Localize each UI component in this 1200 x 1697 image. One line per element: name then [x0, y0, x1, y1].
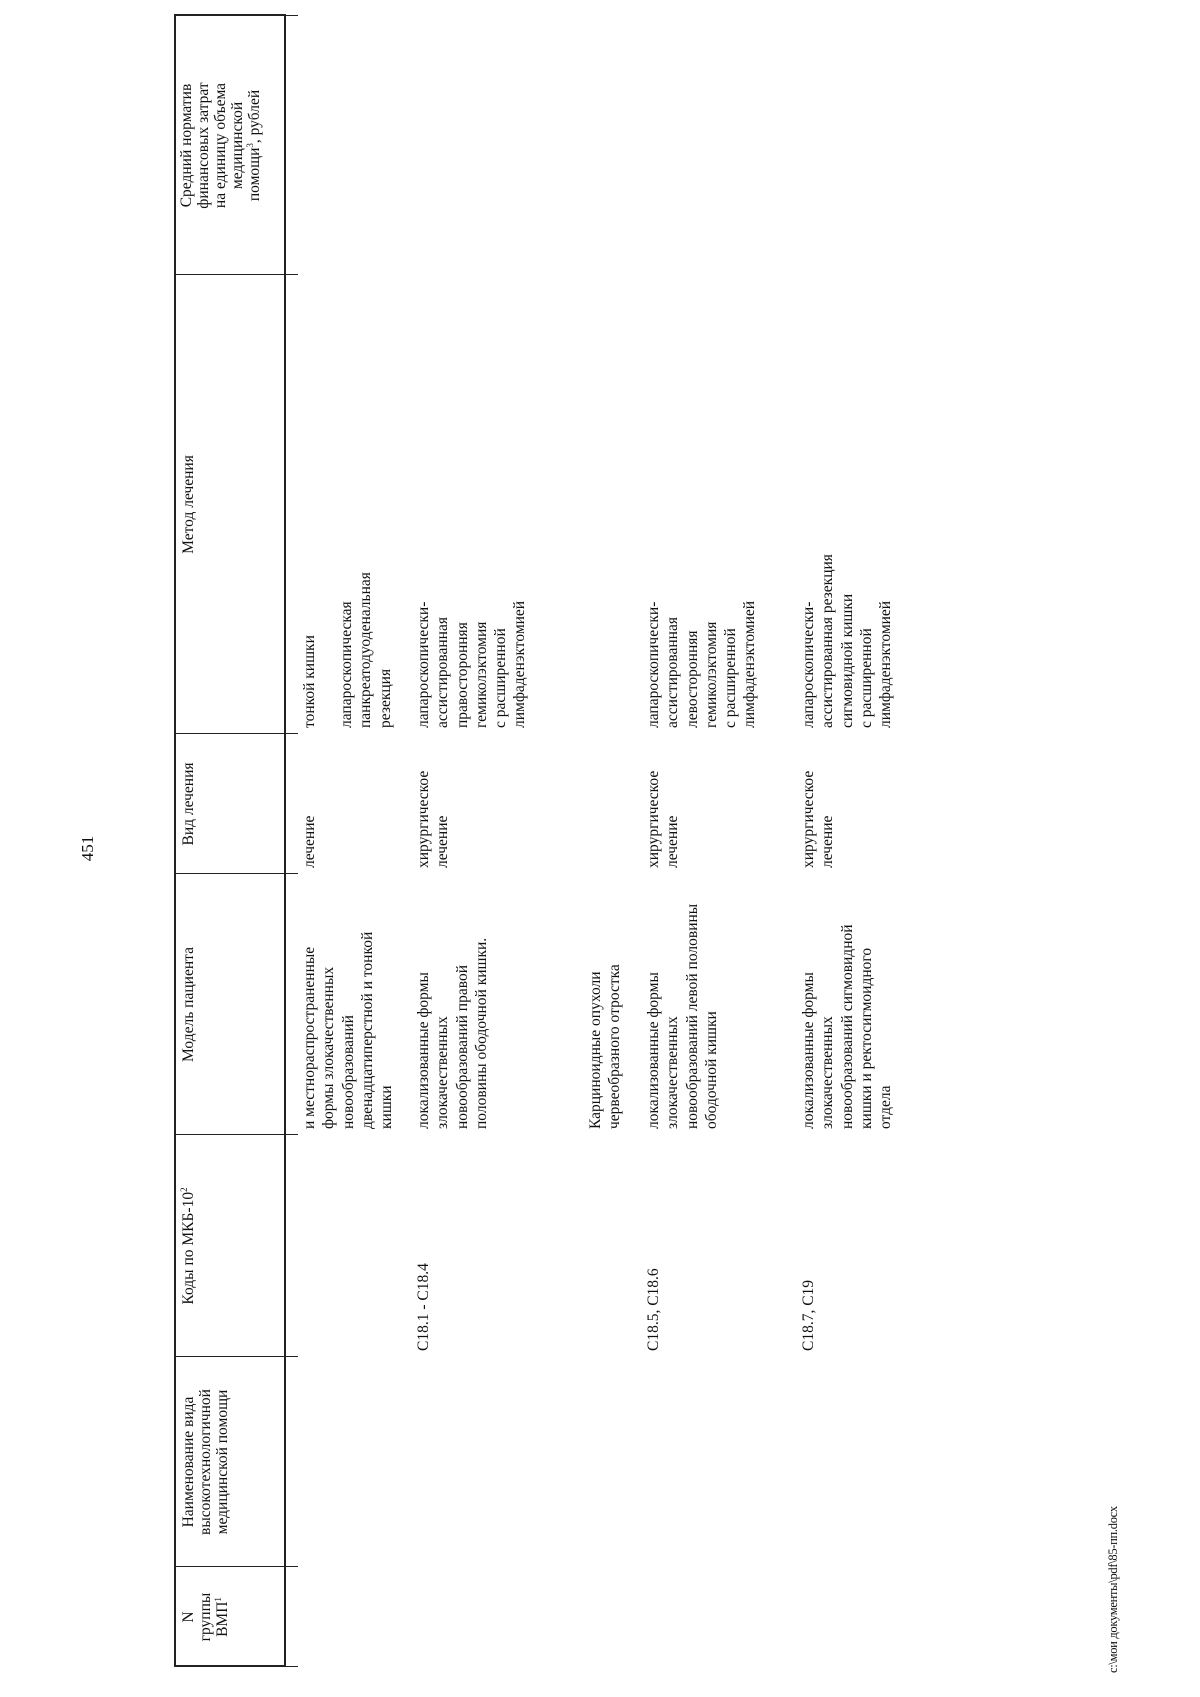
cell-r4-icd-code: C18.5, C18.6 [645, 1268, 662, 1351]
cell-r5-icd-code: C18.7, C19 [800, 1279, 817, 1351]
header-patient-model: Модель пациента [180, 947, 197, 1062]
page-number: 451 [78, 835, 97, 862]
cell-r5-patient-model: локализованные формы злокачественных новообразований сигмовидной кишки и ректосигмоидного отдела [800, 924, 895, 1129]
header-treatment-method: Метод лечения [180, 455, 197, 554]
table-line [286, 274, 298, 275]
table-line [286, 873, 298, 874]
table-line [286, 1666, 298, 1667]
header-average-cost: Средний норматив финансовых затрат на единицу объема медицинской помощи$^3$, рублей [178, 82, 263, 209]
cell-r4-treatment-type: хирургическое лечение [645, 770, 682, 868]
cell-r1-method-a: тонкой кишки [301, 635, 318, 728]
header-icd-codes: Коды по МКБ-$10^2$ [179, 1187, 197, 1305]
table-line [286, 1134, 298, 1135]
cell-r5-method: лапароскопически- ассистированная резекция сигмовидной кишки с расширенной лимфаденэктомией [800, 554, 895, 728]
table-line [286, 1566, 298, 1567]
cell-r2-treatment-type: хирургическое лечение [415, 770, 452, 868]
cell-r1-method-b: лапароскопическая панкреатодуоденальная резекция [338, 572, 394, 728]
cell-r4-method: лапароскопически- ассистированная левосторонняя гемиколэктомия с расширенной лимфаденэктомией [645, 600, 759, 728]
cell-r1-patient-model: и местнораспространенные формы злокачественных новообразований двенадцатиперстной и тонкой кишки [301, 931, 396, 1129]
cell-r4-patient-model: локализованные формы злокачественных новообразований левой половины ободочной кишки [645, 903, 720, 1129]
table-line [286, 1356, 298, 1357]
cell-r3-patient-model: Карциноидные опухоли червеобразного отростка [587, 964, 624, 1129]
cell-r2-patient-model: локализованные формы злокачественных новообразований правой половины ободочной кишки. [415, 937, 490, 1129]
cell-r2-icd-code: C18.1 - C18.4 [415, 1263, 432, 1351]
cell-r5-treatment-type: хирургическое лечение [800, 770, 837, 868]
cell-r2-method: лапароскопически- ассистированная правосторонняя гемиколэктомия с расширенной лимфаденэктомией [415, 600, 529, 728]
table-line [286, 733, 298, 734]
header-group-number: N группы ВМП$^1$ [180, 1592, 231, 1642]
cell-r1-treatment-type: лечение [301, 815, 318, 868]
footer-file-path: c:\мои документы\pdf\85-пп.docx [1106, 1506, 1120, 1673]
header-treatment-type: Вид лечения [180, 762, 197, 846]
table-line [286, 15, 298, 16]
header-care-type-name: Наименование вида высокотехнологичной медицинской помощи [180, 1389, 231, 1535]
